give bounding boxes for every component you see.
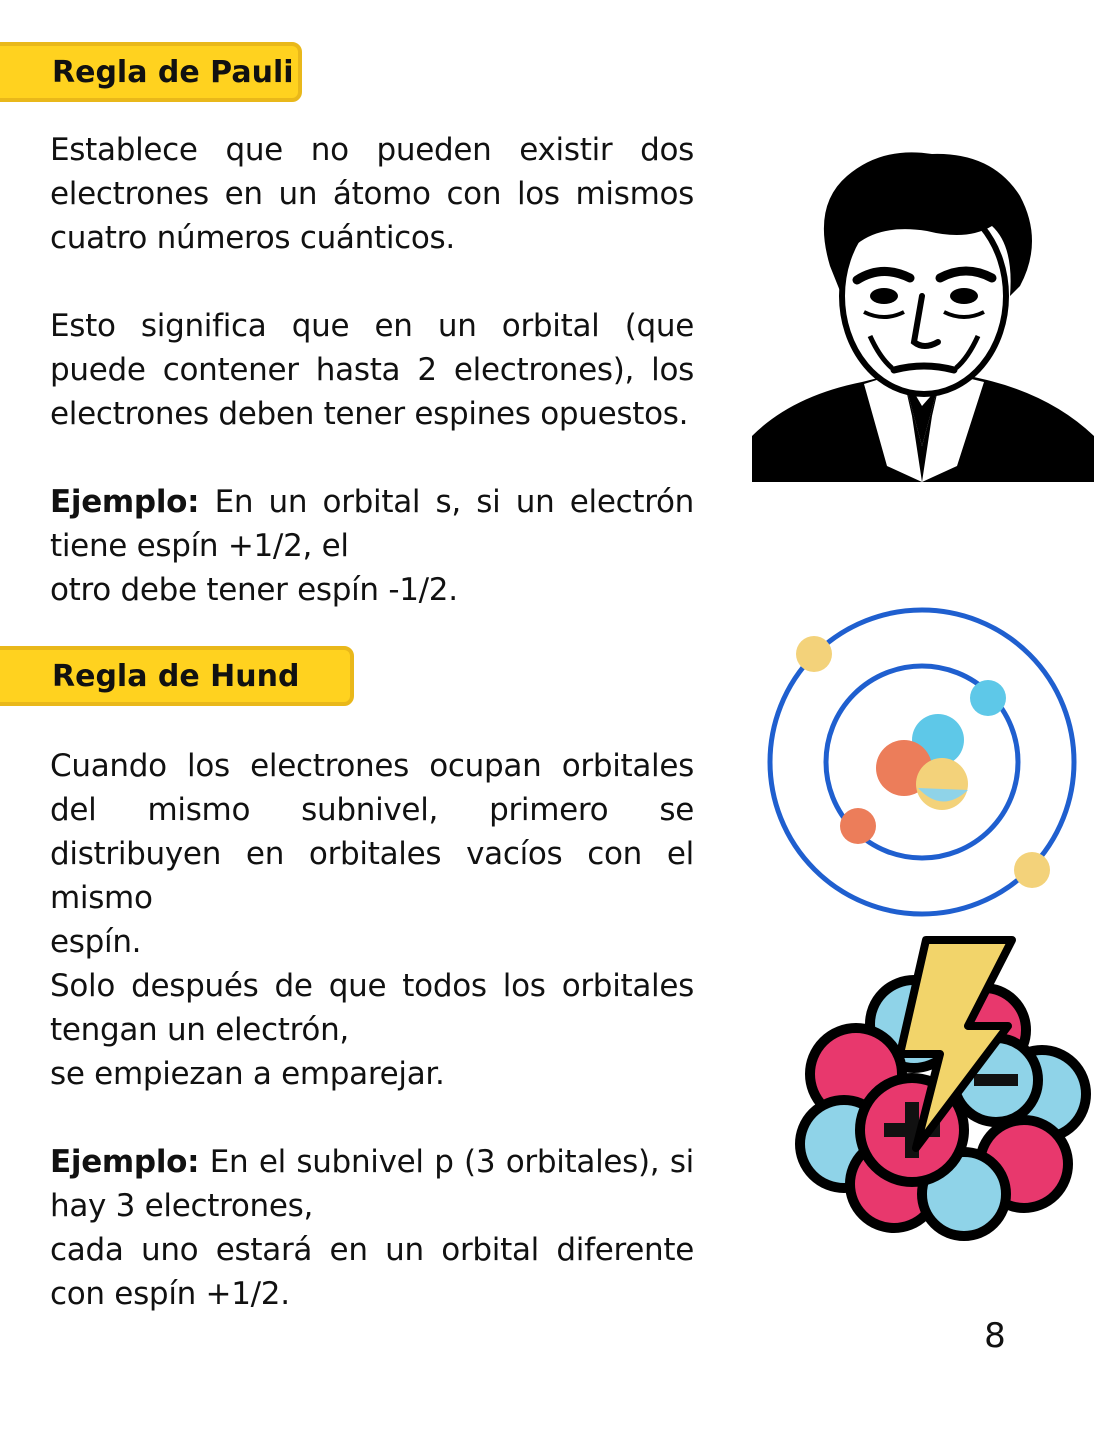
hund-paragraph-2 xyxy=(50,964,694,1096)
pauli-example xyxy=(50,480,694,612)
page-number: 8 xyxy=(984,1316,1006,1356)
hund-example-line-2: cada uno estará en un orbital diferente con espín +1/2. xyxy=(50,1232,694,1312)
pauli-example-label: Ejemplo: xyxy=(50,484,200,520)
atom-icon xyxy=(764,604,1080,920)
pauli-example-line-2: otro debe tener espín -1/2. xyxy=(50,572,458,608)
pauli-example-text-1: En un orbital s, si un electrón tiene espín +1/2, el xyxy=(50,484,694,564)
hund-paragraph-2-line-2: se empiezan a emparejar. xyxy=(50,1056,445,1092)
hund-paragraph-1-line-2: espín. xyxy=(50,924,142,960)
section-title-pauli-text: Regla de Pauli xyxy=(52,54,294,90)
section-title-hund xyxy=(0,646,354,706)
section-title-hund-text: Regla de Hund xyxy=(52,658,300,694)
pauli-example-line-1 xyxy=(50,480,694,568)
hund-paragraph-1 xyxy=(50,744,694,964)
hund-example xyxy=(50,1140,694,1316)
hund-example-label: Ejemplo: xyxy=(50,1144,200,1180)
hund-paragraph-2-line-1: Solo después de que todos los orbitales tengan un electrón, xyxy=(50,968,694,1048)
scientist-portrait-icon xyxy=(752,146,1094,482)
hund-example-line-1 xyxy=(50,1140,694,1228)
nucleus-lightning-icon xyxy=(784,934,1096,1244)
pauli-paragraph-2: Esto significa que en un orbital (que puede contener hasta 2 electrones), los electrones deben tener espines opuestos. xyxy=(50,308,694,432)
pauli-paragraph-1: Establece que no pueden existir dos electrones en un átomo con los mismos cuatro números cuánticos. xyxy=(50,132,694,256)
hund-example-text-1: En el subnivel p (3 orbitales), si hay 3 electrones, xyxy=(50,1144,694,1224)
section-title-pauli xyxy=(0,42,302,102)
hund-paragraph-1-line-1: Cuando los electrones ocupan orbitales del mismo subnivel, primero se distribuyen en orbitales vacíos con el mismo xyxy=(50,748,694,916)
